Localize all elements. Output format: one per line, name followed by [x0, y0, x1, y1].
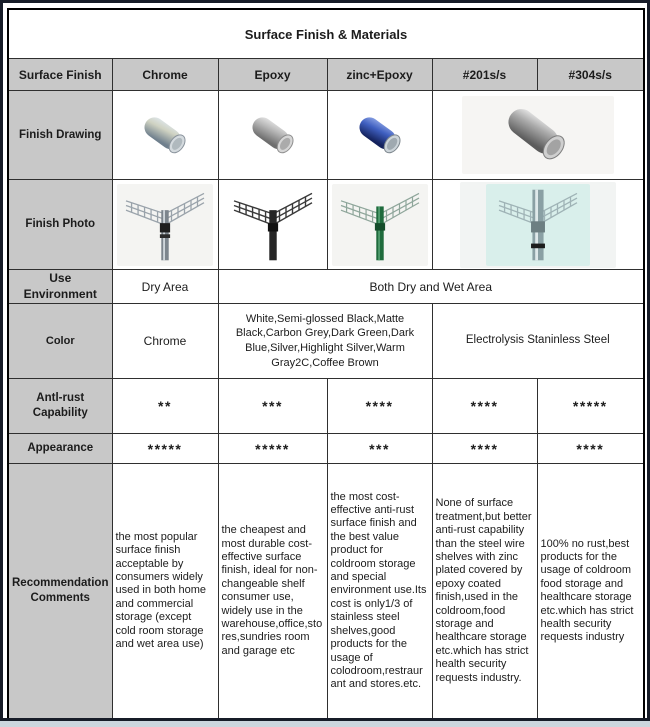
- chrome-shelf-photo: [119, 186, 211, 264]
- chrome-shelf-photo-cell: [112, 180, 218, 270]
- row-label-recommendation: Recommendation Comments: [8, 464, 112, 720]
- stainless-shelf-photo-cell: [432, 180, 644, 270]
- row-label-use-environment: Use Environment: [8, 270, 112, 304]
- epoxy-shelf-photo-cell: [218, 180, 327, 270]
- chrome-cylinder-icon: [136, 108, 194, 162]
- epoxy-cylinder-cell: [218, 91, 327, 180]
- appearance-epoxy: *****: [218, 434, 327, 464]
- use-environment-row: [8, 270, 644, 304]
- header-row: [8, 59, 644, 91]
- zinc-epoxy-cylinder-cell: [327, 91, 432, 180]
- appearance-304ss: ****: [537, 434, 644, 464]
- recommendation-zinc-epoxy: the most cost-effective anti-rust surface finish and the best value product for coldroom storage and special environment use.Its cost is only1/3 of stainless steel shelves,good products for the usage of colodroom,restraurant and stores.etc.: [327, 464, 432, 720]
- recommendation-201ss: None of surface treatment,but better anti-rust capability than the steel wire shelves with zinc plated covered by epoxy coated finish,used in the coldroom,food storage and healthcare storage etc.which has strict health security requests industry.: [432, 464, 537, 720]
- stainless-cylinder-icon: [490, 102, 586, 168]
- anti-rust-zinc-epoxy: ****: [327, 379, 432, 434]
- anti-rust-304ss: *****: [537, 379, 644, 434]
- col-header-zinc-epoxy: zinc+Epoxy: [327, 59, 432, 91]
- anti-rust-201ss: ****: [432, 379, 537, 434]
- stainless-cylinder-cell: [432, 91, 644, 180]
- recommendation-epoxy: the cheapest and most durable cost-effective surface finish, ideal for non-changeable shelf consumer use, widely use in the warehouse,office,stores,sundries room and garage etc: [218, 464, 327, 720]
- finish-drawing-row: [8, 91, 644, 180]
- green-epoxy-shelf-photo: [334, 186, 426, 264]
- recommendation-304ss: 100% no rust,best products for the usage of coldroom food storage and healthcare storage etc.which has strict health security requests industry: [537, 464, 644, 720]
- appearance-201ss: ****: [432, 434, 537, 464]
- row-label-appearance: Appearance: [8, 434, 112, 464]
- epoxy-cylinder-icon: [244, 108, 302, 162]
- surface-finish-table: [7, 8, 645, 720]
- color-stainless: Electrolysis Staninless Steel: [432, 304, 644, 379]
- use-env-others: Both Dry and Wet Area: [218, 270, 644, 304]
- color-row: [8, 304, 644, 379]
- row-label-finish-photo: Finish Photo: [8, 180, 112, 270]
- appearance-zinc-epoxy: ***: [327, 434, 432, 464]
- chrome-cylinder-cell: [112, 91, 218, 180]
- col-header-201ss: #201s/s: [432, 59, 537, 91]
- anti-rust-row: [8, 379, 644, 434]
- title-row: [8, 9, 644, 59]
- bottom-strip: [0, 721, 650, 727]
- col-header-chrome: Chrome: [112, 59, 218, 91]
- col-header-304ss: #304s/s: [537, 59, 644, 91]
- row-label-color: Color: [8, 304, 112, 379]
- zinc-epoxy-shelf-photo-cell: [327, 180, 432, 270]
- row-label-finish-drawing: Finish Drawing: [8, 91, 112, 180]
- color-epoxy-list: White,Semi-glossed Black,Matte Black,Carbon Grey,Dark Green,Dark Blue,Silver,Highlight Silver,Warm Gray2C,Coffee Brown: [218, 304, 432, 379]
- finish-photo-row: [8, 180, 644, 270]
- col-header-epoxy: Epoxy: [218, 59, 327, 91]
- row-label-anti-rust: Antl-rust Capability: [8, 379, 112, 434]
- appearance-chrome: *****: [112, 434, 218, 464]
- page-title: Surface Finish & Materials: [8, 9, 644, 59]
- col-header-surface-finish: Surface Finish: [8, 59, 112, 91]
- anti-rust-chrome: **: [112, 379, 218, 434]
- black-epoxy-shelf-photo: [227, 186, 319, 264]
- recommendation-row: [8, 464, 644, 720]
- zinc-epoxy-cylinder-icon: [351, 108, 409, 162]
- color-chrome: Chrome: [112, 304, 218, 379]
- use-env-chrome: Dry Area: [112, 270, 218, 304]
- anti-rust-epoxy: ***: [218, 379, 327, 434]
- stainless-shelf-photo: [488, 186, 588, 264]
- appearance-row: [8, 434, 644, 464]
- recommendation-chrome: the most popular surface finish acceptable by consumers widely used in both home and commercial storage (except cold room storage and wet area use): [112, 464, 218, 720]
